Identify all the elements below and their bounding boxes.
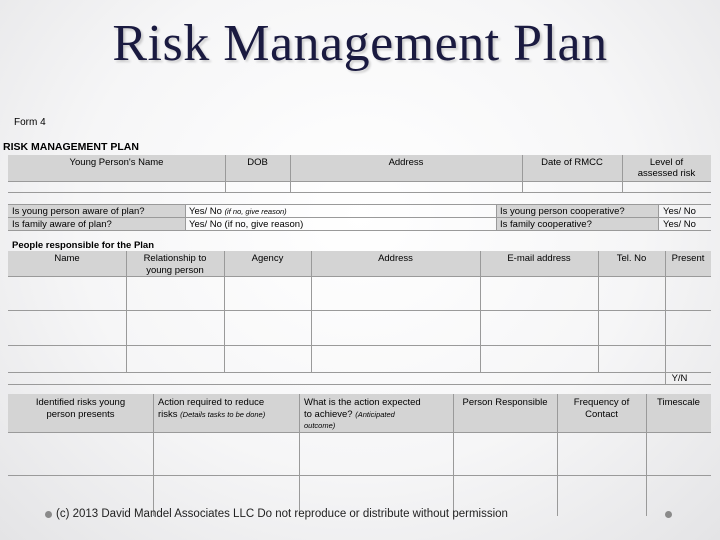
- people-responsible-heading: People responsible for the Plan: [12, 240, 155, 251]
- aware-question-family: Is family aware of plan?: [12, 219, 112, 230]
- people-agency-header: Agency: [251, 253, 284, 264]
- young-person-name-header: Young Person's Name: [69, 157, 164, 168]
- timescale-header: Timescale: [657, 397, 700, 408]
- aware-question-young-person: Is young person aware of plan?: [12, 206, 145, 217]
- identified-risks-header-line2: person presents: [46, 409, 115, 420]
- action-required-header-line1: Action required to reduce: [158, 397, 265, 408]
- people-address-header: Address: [378, 253, 413, 264]
- frequency-of-contact-header-line1: Frequency of: [573, 397, 630, 408]
- expected-outcome-header-line1: What is the action expected: [304, 397, 421, 408]
- date-of-rmcc-header: Date of RMCC: [541, 157, 603, 168]
- level-of-risk-header-line1: Level of: [649, 157, 684, 168]
- cooperative-answer-young-person: Yes/ No: [663, 206, 696, 217]
- people-present-header: Present: [671, 253, 705, 264]
- action-required-header-line2: risks (Details tasks to be done): [158, 409, 266, 420]
- people-email-header: E-mail address: [507, 253, 571, 264]
- people-name-header: Name: [54, 253, 80, 264]
- present-yn-label: Y/N: [671, 373, 688, 384]
- person-responsible-header: Person Responsible: [462, 397, 548, 408]
- bullet-icon: [665, 511, 672, 518]
- footer: [0, 508, 720, 524]
- address-header: Address: [388, 157, 424, 168]
- people-relationship-header-line1: Relationship to: [143, 253, 207, 264]
- expected-outcome-header-line2: to achieve? (Anticipated: [304, 409, 395, 420]
- bullet-icon: [45, 511, 52, 518]
- aware-answer-young-person: Yes/ No (if no, give reason): [189, 206, 287, 217]
- slide-title: Risk Management Plan: [112, 15, 608, 72]
- cooperative-question-young-person: Is young person cooperative?: [500, 206, 625, 217]
- cooperative-answer-family: Yes/ No: [663, 219, 696, 230]
- people-relationship-header-line2: young person: [146, 265, 204, 276]
- form-number: Form 4: [14, 117, 46, 128]
- identified-risks-header-line1: Identified risks young: [35, 397, 126, 408]
- aware-answer-family: Yes/ No (if no, give reason): [189, 219, 304, 230]
- people-tel-header: Tel. No: [616, 253, 647, 264]
- form-heading: RISK MANAGEMENT PLAN: [3, 141, 139, 153]
- frequency-of-contact-header-line2: Contact: [585, 409, 618, 420]
- cooperative-question-family: Is family cooperative?: [500, 219, 592, 230]
- dob-header: DOB: [247, 157, 268, 168]
- expected-outcome-header-line3: outcome): [304, 421, 336, 430]
- copyright-notice: (c) 2013 David Mandel Associates LLC Do not reproduce or distribute without permission: [56, 508, 508, 520]
- level-of-risk-header-line2: assessed risk: [637, 168, 696, 179]
